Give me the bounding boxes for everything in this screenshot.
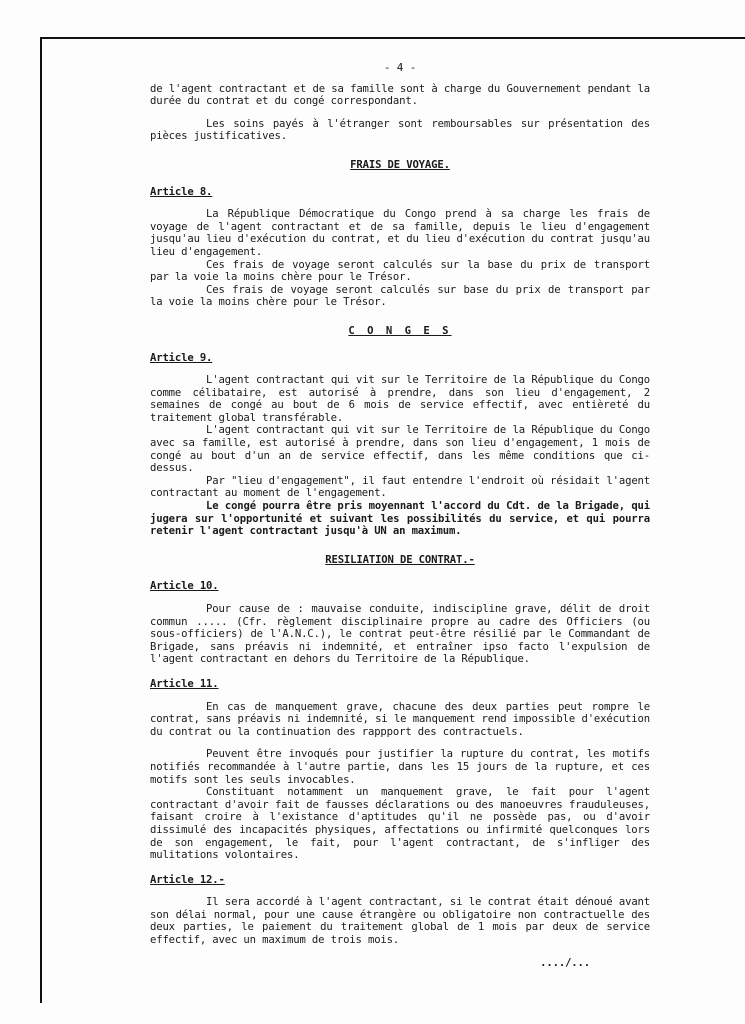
article-8-heading: Article 8. [150,185,213,198]
document-body [150,62,650,969]
article-10-heading: Article 10. [150,580,219,593]
conges-heading: C O N G E S [348,324,452,337]
article-11-paragraph-2: Peuvent être invoqués pour justifier la rupture du contrat, les motifs notifiés recommandée à l'autre partie, dans les 15 jours de la rupture, et ces motifs sont les seuls invocables. [150,748,650,786]
page-number: - 4 - [383,61,417,74]
article-9-paragraph-3: Par "lieu d'engagement", il faut entendre l'endroit où résidait l'agent contractant au moment de l'engagement. [150,474,650,500]
article-8-paragraph-2: Ces frais de voyage seront calculés sur la base du prix de transport par la voie la moins chère pour le Trésor. [150,258,650,284]
left-border-line [40,38,42,1003]
article-11-paragraph-3: Constituant notamment un manquement grave, le fait pour l'agent contractant d'avoir fait de fausses déclarations ou des manoeuvres frauduleuses, faisant croire à l'existance d'aptitudes qu'il ne possède pas, ou d'avoir dissimulé des incapacités physiques, affectations ou infirmité quelconques lors de son engagement, le fait, pour l'agent contractant, de s'infliger des mulitations volontaires. [150,786,650,862]
article-9-heading: Article 9. [150,351,213,364]
article-8-paragraph-3: Ces frais de voyage seront calculés sur base du prix de transport par la voie la moins chère pour le Trésor. [150,283,650,309]
article-12-heading: Article 12.- [150,873,225,886]
article-9-paragraph-4: Le congé pourra être pris moyennant l'accord du Cdt. de la Brigade, qui jugera sur l'opportunité et suivant les possibilités du service, et qui pourra retenir l'agent contractant jusqu'à UN an maximum. [150,500,650,538]
resiliation-heading: RESILIATION DE CONTRAT.- [325,553,475,566]
article-8-paragraph-1: La République Démocratique du Congo prend à sa charge les frais de voyage de l'agent contractant et de sa famille, depuis le lieu d'engagement jusqu'au lieu d'exécution du contrat, et du lieu d'exécution du contrat jusqu'au lieu d'engagement. [150,208,650,258]
intro-paragraph-1: de l'agent contractant et de sa famille sont à charge du Gouvernement pendant la durée du contrat et du congé correspondant. [150,82,650,108]
article-9-paragraph-1: L'agent contractant qui vit sur le Territoire de la République du Congo comme célibataire, est autorisé à prendre, dans son lieu d'engagement, 2 semaines de congé au bout de 6 mois de service effectif, avec entièreté du traitement global transférable. [150,374,650,424]
continuation-mark: ..../... [540,956,590,969]
article-9-paragraph-2: L'agent contractant qui vit sur le Territoire de la République du Congo avec sa famille, est autorisé à prendre, dans son lieu d'engagement, 1 mois de congé au bout d'un an de service effectif, dans les même conditions que ci-dessus. [150,424,650,475]
article-12-paragraph-1: Il sera accordé à l'agent contractant, si le contrat était dénoué avant son délai normal, pour une cause étrangère ou obligatoire non contractuelle des deux parties, le paiement du traitement global de 1 mois par deux de service effectif, avec un maximum de trois mois. [150,896,650,947]
article-11-paragraph-1: En cas de manquement grave, chacune des deux parties peut rompre le contrat, sans préavis ni indemnité, si le manquement rend impossible d'exécution du contrat ou la continuation des rappport des contractuels. [150,700,650,738]
top-border-line [40,37,745,39]
frais-de-voyage-heading: FRAIS DE VOYAGE. [350,158,450,171]
intro-paragraph-2: Les soins payés à l'étranger sont remboursables sur présentation des pièces justificatives. [150,117,650,143]
article-10-paragraph-1: Pour cause de : mauvaise conduite, indiscipline grave, délit de droit commun ..... (Cfr. règlement disciplinaire propre au cadre des Officiers (ou sous-officiers) de l'A.N.C.), le contrat peut-être résilié par le Commandant de Brigade, sans préavis ni indemnité, et entraîner ipso facto l'expulsion de l'agent contractant en dehors du Territoire de la République. [150,603,650,666]
article-11-heading: Article 11. [150,677,219,690]
